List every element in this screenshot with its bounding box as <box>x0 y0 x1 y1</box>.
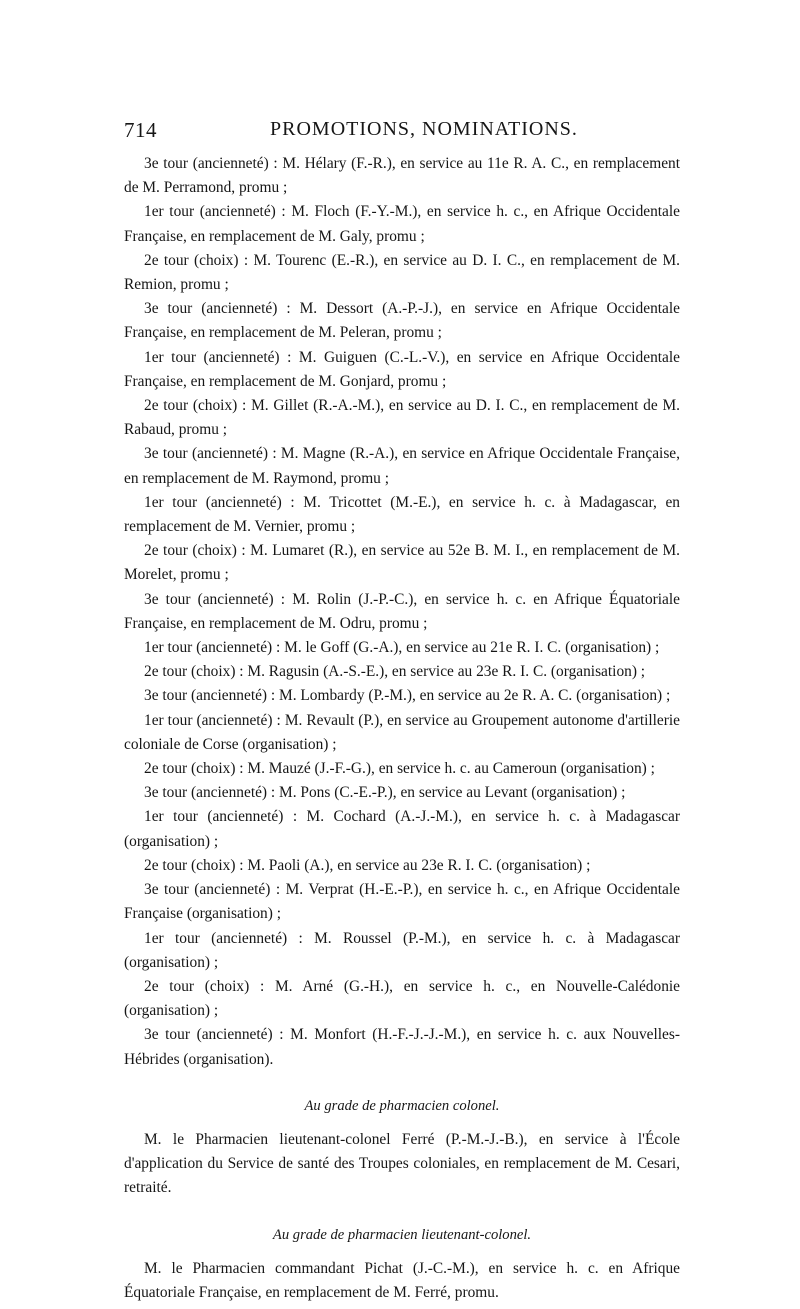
body-text <box>124 152 680 1309</box>
entry-paragraph: 3e tour (ancienneté) : M. Monfort (H.-F.-J.-J.-M.), en service h. c. aux Nouvelles-Hébrides (organisation). <box>124 1026 680 1068</box>
section-paragraph-colonel: M. le Pharmacien lieutenant-colonel Ferré (P.-M.-J.-B.), en service à l'École d'application du Service de santé des Troupes coloniales, en remplacement de M. Cesari, retraité. <box>124 1130 680 1197</box>
entry-paragraph: 3e tour (ancienneté) : M. Lombardy (P.-M.), en service au 2e R. A. C. (organisation) ; <box>144 687 671 705</box>
entry-paragraph: 2e tour (choix) : M. Paoli (A.), en service au 23e R. I. C. (organisation) ; <box>144 856 591 874</box>
entry-paragraph: 1er tour (ancienneté) : M. Roussel (P.-M.), en service h. c. à Madagascar (organisation) ; <box>124 929 680 971</box>
section-heading-lt-colonel: Au grade de pharmacien lieutenant-colonel. <box>272 1226 532 1243</box>
page-header <box>120 118 700 148</box>
entry-paragraph: 2e tour (choix) : M. Lumaret (R.), en service au 52e B. M. I., en remplacement de M. Morelet, promu ; <box>124 542 680 584</box>
entry-paragraph: 2e tour (choix) : M. Mauzé (J.-F.-G.), en service h. c. au Cameroun (organisation) ; <box>144 760 655 778</box>
entry-paragraph: 2e tour (choix) : M. Arné (G.-H.), en service h. c., en Nouvelle-Calédonie (organisation) ; <box>124 977 680 1020</box>
entry-paragraph: 3e tour (ancienneté) : M. Pons (C.-E.-P.), en service au Levant (organisation) ; <box>144 784 626 802</box>
entry-paragraph: 3e tour (ancienneté) : M. Hélary (F.-R.), en service au 11e R. A. C., en remplacement de M. Perramond, promu ; <box>124 155 680 197</box>
entry-paragraph: 3e tour (ancienneté) : M. Rolin (J.-P.-C.), en service h. c. en Afrique Équatoriale Française, en remplacement de M. Odru, promu ; <box>124 590 680 632</box>
entry-paragraph: 3e tour (ancienneté) : M. Dessort (A.-P.-J.), en service en Afrique Occidentale Française, en remplacement de M. Peleran, promu ; <box>124 300 680 342</box>
entry-paragraph: 1er tour (ancienneté) : M. Cochard (A.-J.-M.), en service h. c. à Madagascar (organisation) ; <box>124 808 680 850</box>
entry-paragraph: 3e tour (ancienneté) : M. Verprat (H.-E.-P.), en service h. c., en Afrique Occidentale Française (organisation) ; <box>124 881 680 923</box>
running-title: PROMOTIONS, NOMINATIONS. <box>270 118 578 140</box>
entry-paragraph: 1er tour (ancienneté) : M. le Goff (G.-A.), en service au 21e R. I. C. (organisation) ; <box>144 639 660 657</box>
entry-paragraph: 1er tour (ancienneté) : M. Floch (F.-Y.-M.), en service h. c., en Afrique Occidentale Française, en remplacement de M. Galy, promu ; <box>124 203 680 245</box>
section-heading-colonel: Au grade de pharmacien colonel. <box>304 1097 500 1114</box>
entry-paragraph: 2e tour (choix) : M. Gillet (R.-A.-M.), en service au D. I. C., en remplacement de M. Rabaud, promu ; <box>124 397 680 439</box>
entry-paragraph: 1er tour (ancienneté) : M. Tricottet (M.-E.), en service h. c. à Madagascar, en remplacement de M. Vernier, promu ; <box>124 493 680 536</box>
entry-paragraph: 3e tour (ancienneté) : M. Magne (R.-A.), en service en Afrique Occidentale Française, en remplacement de M. Raymond, promu ; <box>124 445 680 487</box>
entry-paragraph: 2e tour (choix) : M. Tourenc (E.-R.), en service au D. I. C., en remplacement de M. Remion, promu ; <box>124 251 680 294</box>
entry-paragraph: 1er tour (ancienneté) : M. Guiguen (C.-L.-V.), en service en Afrique Occidentale Française, en remplacement de M. Gonjard, promu ; <box>124 348 680 390</box>
section-paragraph-lt-colonel: M. le Pharmacien commandant Pichat (J.-C.-M.), en service h. c. en Afrique Équatoriale Française, en remplacement de M. Ferré, promu. <box>124 1259 680 1301</box>
page-number: 714 <box>124 118 157 142</box>
entry-paragraph: 2e tour (choix) : M. Ragusin (A.-S.-E.), en service au 23e R. I. C. (organisation) ; <box>144 663 646 681</box>
entry-paragraph: 1er tour (ancienneté) : M. Revault (P.), en service au Groupement autonome d'artillerie coloniale de Corse (organisation) ; <box>124 711 680 753</box>
